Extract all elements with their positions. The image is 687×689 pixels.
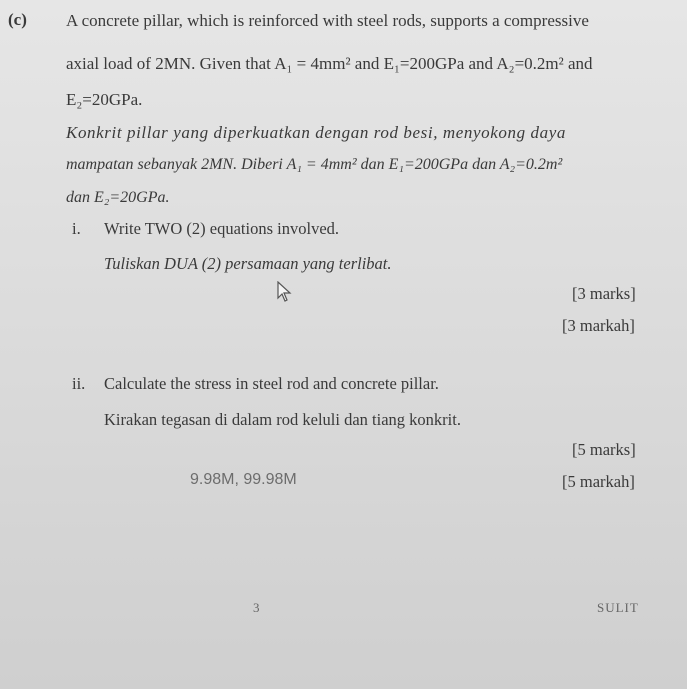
page-number: 3 bbox=[253, 600, 260, 615]
handwritten-answer: 9.98M, 99.98M bbox=[190, 471, 297, 488]
question-english-line-2: axial load of 2MN. Given that A₁ = 4mm² and E₁=200GPa and A₂=0.2m² and bbox=[66, 54, 593, 73]
question-malay-line-1: Konkrit pillar yang diperkuatkan dengan rod besi, menyokong daya bbox=[66, 123, 566, 142]
question-english-line-1: A concrete pillar, which is reinforced with steel rods, supports a compressive bbox=[66, 11, 589, 30]
sub-ii-malay: Kirakan tegasan di dalam rod keluli dan tiang konkrit. bbox=[104, 410, 461, 429]
sulit-label: SULIT bbox=[597, 600, 639, 615]
sub-ii-markah: [5 markah] bbox=[562, 472, 635, 491]
sub-i-number: i. bbox=[72, 219, 81, 238]
sub-ii-number: ii. bbox=[72, 374, 86, 393]
sub-i-marks: [3 marks] bbox=[572, 284, 636, 303]
sub-i-english: Write TWO (2) equations involved. bbox=[104, 219, 340, 238]
sub-ii-marks: [5 marks] bbox=[572, 440, 636, 459]
question-label: (c) bbox=[8, 10, 27, 29]
question-english-line-3: E₂=20GPa. bbox=[66, 90, 143, 109]
sub-i-markah: [3 markah] bbox=[562, 316, 635, 335]
question-malay-line-2: mampatan sebanyak 2MN. Diberi A₁ = 4mm² dan E₁=200GPa dan A₂=0.2m² bbox=[66, 156, 563, 173]
mouse-pointer-icon bbox=[276, 281, 294, 303]
sub-ii-english: Calculate the stress in steel rod and concrete pillar. bbox=[104, 374, 439, 393]
sub-i-malay: Tuliskan DUA (2) persamaan yang terlibat. bbox=[104, 254, 392, 273]
question-malay-line-3: dan E₂=20GPa. bbox=[66, 189, 170, 206]
